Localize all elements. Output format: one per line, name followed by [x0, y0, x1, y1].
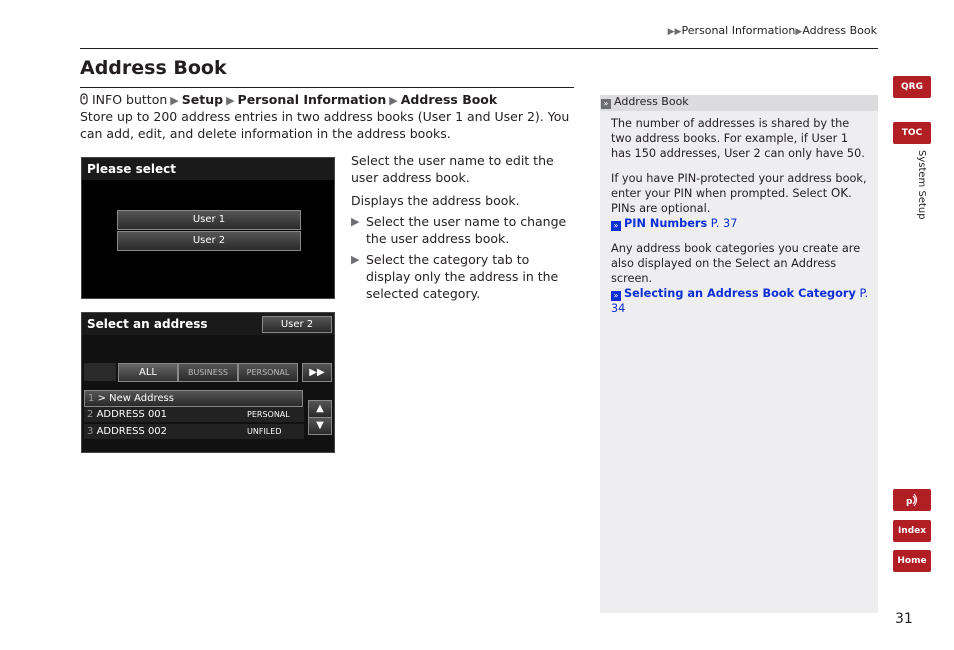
cross-reference-icon: »: [611, 221, 621, 231]
intro-text: Store up to 200 address entries in two address books (User 1 and User 2). You can add, edit, and delete information in the address books.: [80, 109, 570, 141]
double-chevron-right-icon: ▶▶: [309, 367, 325, 378]
address-list-screen: [81, 312, 335, 453]
arrow-icon: ▶: [389, 94, 398, 107]
path-step: Setup: [181, 92, 224, 107]
breadcrumb: [668, 24, 877, 37]
scroll-up-button[interactable]: [308, 400, 332, 418]
desc-bullet: ▶ Select the category tab to display only the address in the selected category.: [351, 252, 559, 301]
pin-numbers-link[interactable]: » PIN Numbers P. 37: [611, 216, 869, 231]
arrow-icon: ▶▶: [667, 27, 682, 37]
index-button[interactable]: Index: [893, 520, 931, 542]
sidebar-paragraph: The number of addresses is shared by the two address books. For example, if User 1 has 150 addresses, User 2 can only have 50.: [611, 117, 865, 160]
cross-reference-icon: »: [611, 291, 621, 301]
qrg-button[interactable]: QRG: [893, 76, 931, 98]
desc-bullet: ▶ Select the user name to change the user address book.: [351, 214, 567, 246]
user-2-button[interactable]: User 2: [117, 231, 301, 251]
tab-all[interactable]: ALL: [118, 363, 178, 382]
list-item[interactable]: 3 ADDRESS 002 UNFILED: [84, 424, 304, 439]
voice-icon: [905, 493, 919, 507]
path-step: Address Book: [400, 92, 498, 107]
category-link[interactable]: » Selecting an Address Book Category P. 34: [611, 287, 869, 315]
list-item[interactable]: 2 ADDRESS 001 PERSONAL: [84, 407, 304, 422]
breadcrumb-item[interactable]: Personal Information: [681, 24, 796, 37]
path-step: Personal Information: [237, 92, 387, 107]
triangle-down-icon: ▼: [316, 420, 324, 431]
toc-button[interactable]: TOC: [893, 122, 931, 144]
desc-text: Select the user name to edit the user address book.: [351, 153, 554, 185]
page-title: Address Book: [80, 57, 227, 79]
divider: [80, 87, 574, 88]
user-select-screen: [81, 157, 335, 299]
new-address-label: > New Address: [97, 393, 174, 404]
breadcrumb-item[interactable]: Address Book: [802, 24, 877, 37]
tab-business[interactable]: BUSINESS: [178, 363, 238, 382]
menu-path: [80, 92, 497, 107]
arrow-icon: ▶: [351, 215, 360, 228]
screen-title: Select an address: [82, 313, 335, 335]
page-number: 31: [895, 611, 913, 627]
section-label: System Setup: [916, 150, 927, 220]
info-button-icon: [80, 93, 89, 105]
path-start: INFO button: [92, 92, 168, 107]
screen-title: Please select: [82, 158, 335, 180]
arrow-icon: ▶: [170, 94, 179, 107]
voice-command-button[interactable]: [893, 489, 931, 511]
list-item[interactable]: 1 > New Address: [84, 390, 303, 407]
sidebar-text: [611, 116, 869, 316]
tab-personal[interactable]: PERSONAL: [238, 363, 298, 382]
next-tab-button[interactable]: [302, 363, 332, 382]
home-button[interactable]: Home: [893, 550, 931, 572]
sidebar-heading: » Address Book: [600, 95, 878, 111]
sidebar-paragraph: If you have PIN-protected your address book, enter your PIN when prompted. Select OK. PINs are optional.: [611, 172, 867, 215]
description: [351, 152, 575, 302]
sidebar-paragraph: Any address book categories you create are also displayed on the Select an Address screen.: [611, 242, 861, 285]
divider: [80, 48, 878, 49]
arrow-icon: ▶: [226, 94, 235, 107]
arrow-icon: ▶: [795, 27, 803, 37]
arrow-icon: ▶: [351, 253, 360, 266]
category-tag: PERSONAL: [247, 410, 290, 419]
note-icon: »: [601, 99, 611, 109]
user-switch-button[interactable]: User 2: [262, 316, 332, 333]
triangle-up-icon: ▲: [316, 403, 324, 414]
scroll-down-button[interactable]: [308, 417, 332, 435]
user-1-button[interactable]: User 1: [117, 210, 301, 230]
desc-text: Displays the address book.: [351, 193, 520, 208]
tab-spacer: [84, 363, 116, 381]
svg-text:p: p: [906, 497, 913, 507]
category-tag: UNFILED: [247, 427, 282, 436]
